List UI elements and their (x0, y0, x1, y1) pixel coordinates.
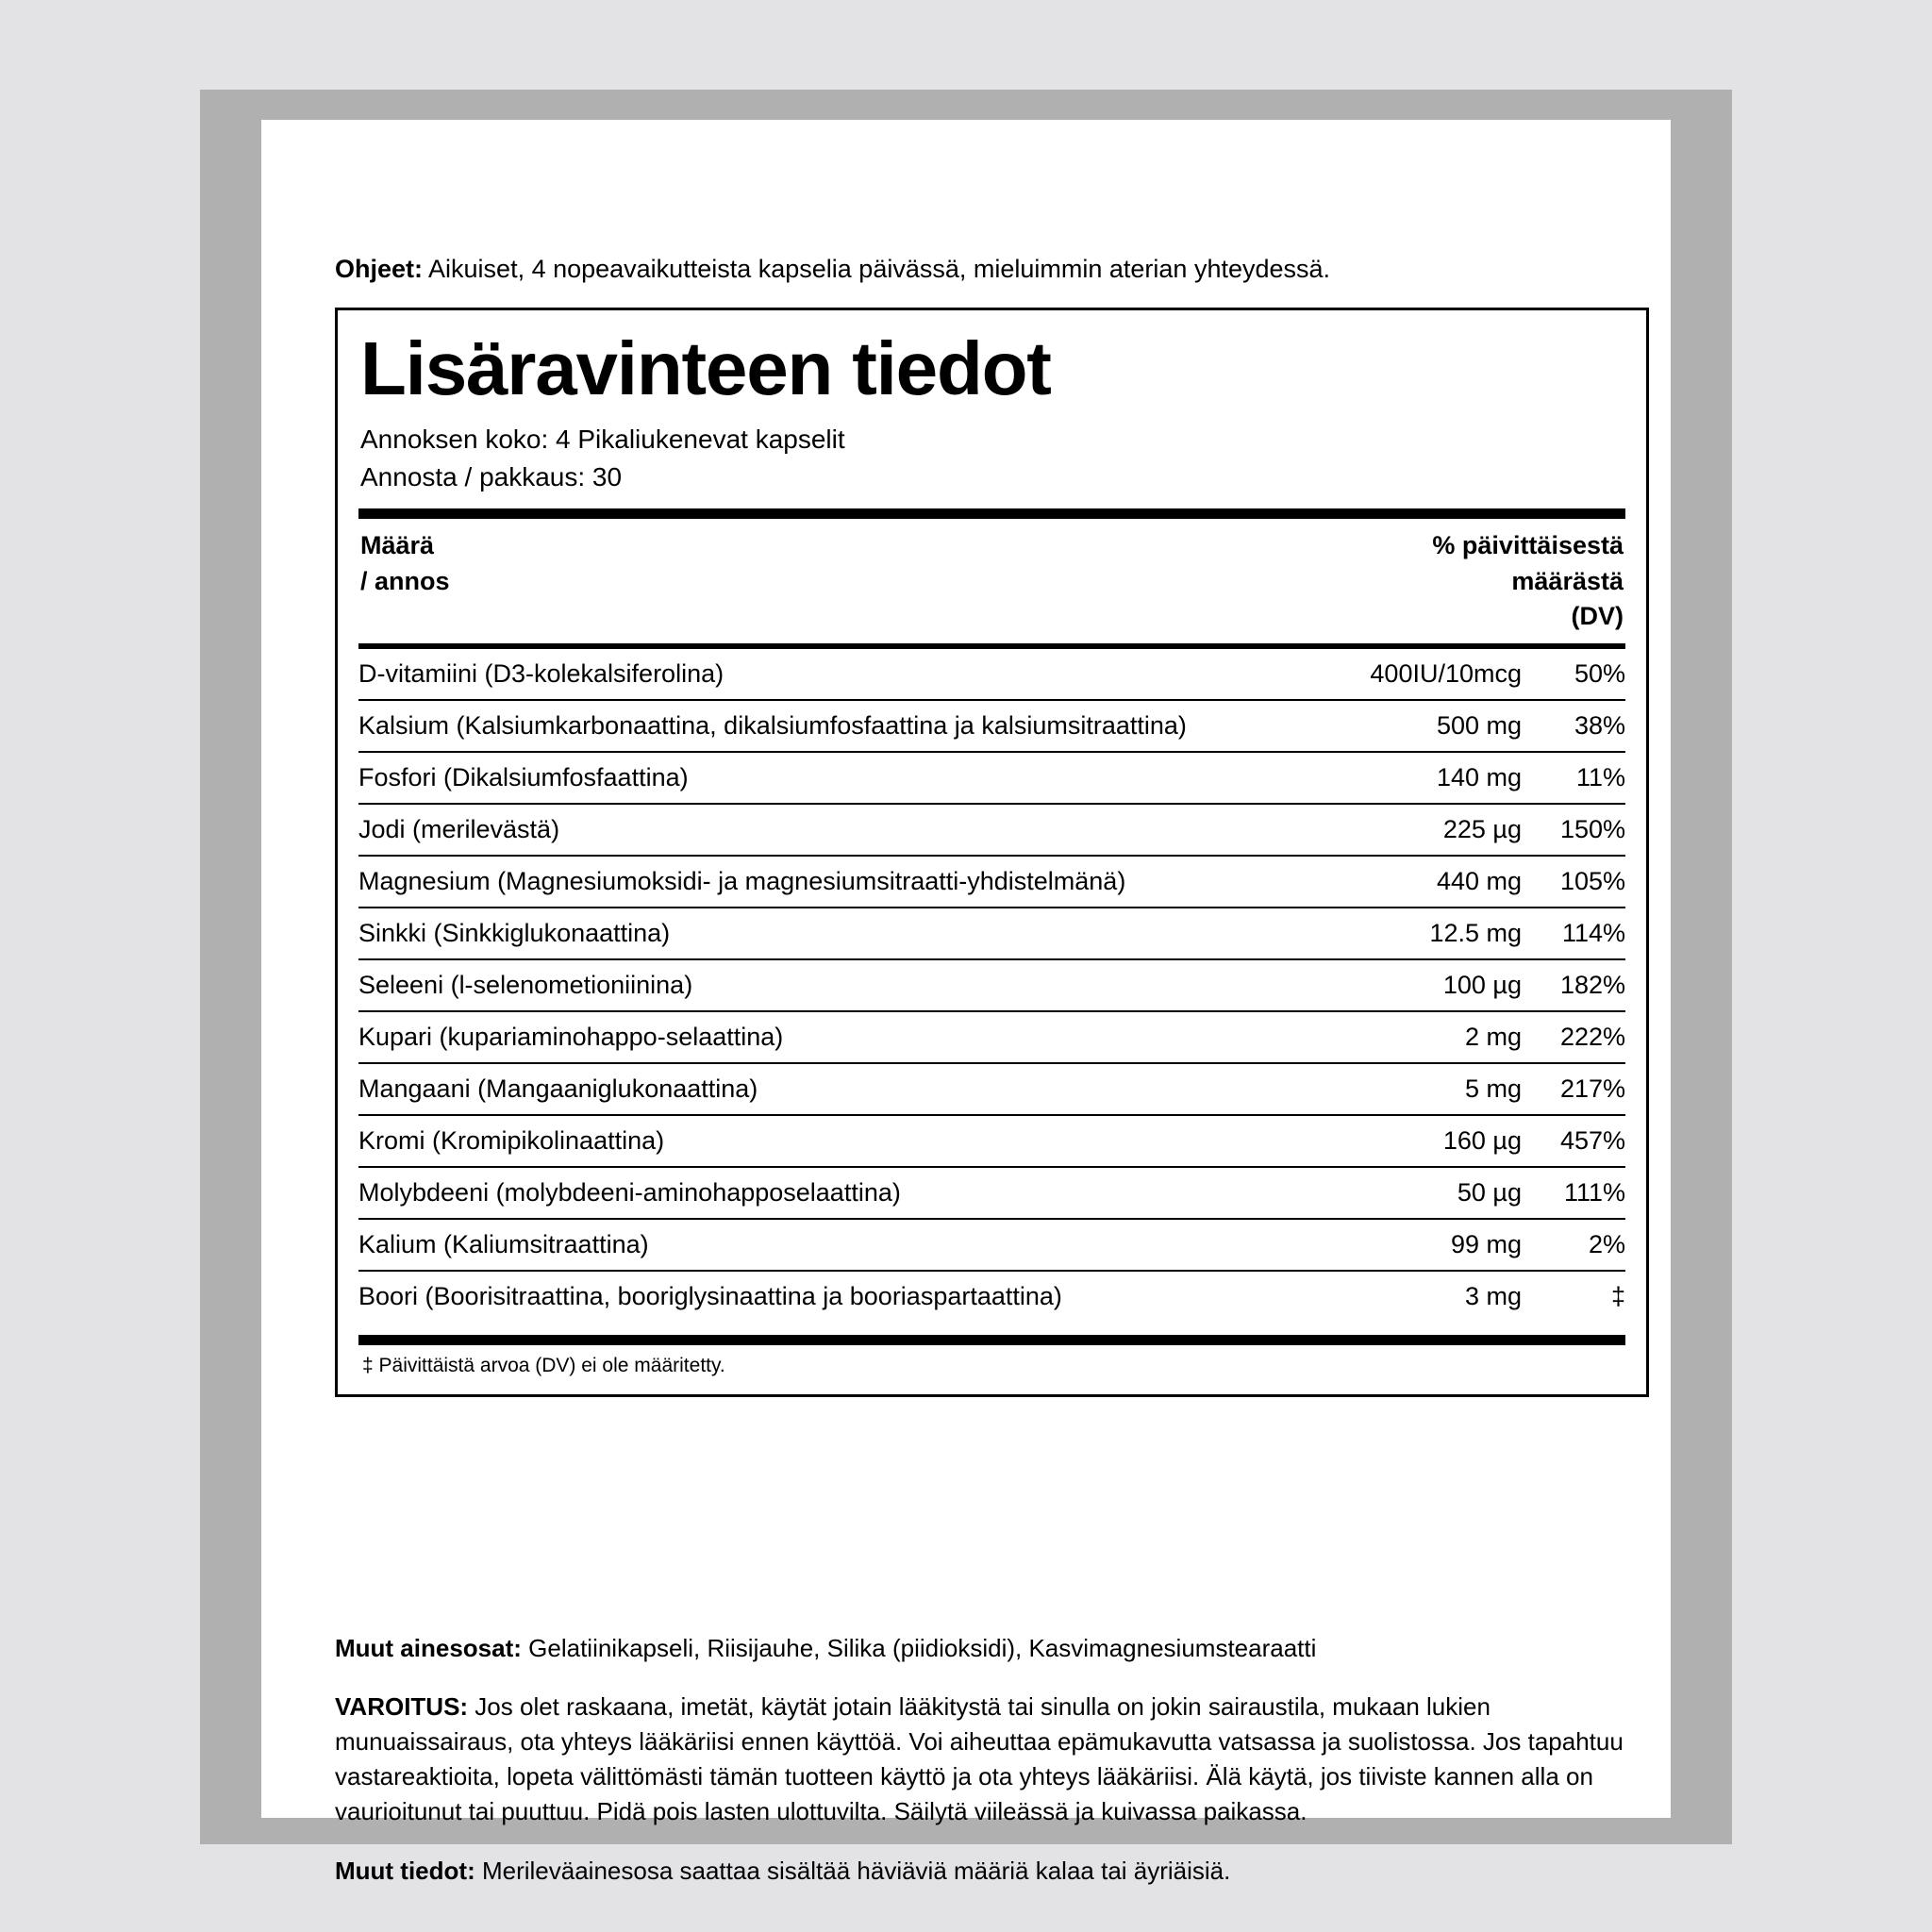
nutrient-amount: 5 mg (1324, 1063, 1522, 1115)
divider-thick-top (358, 508, 1625, 519)
nutrient-amount: 160 µg (1324, 1115, 1522, 1167)
nutrients-table-body (358, 649, 1625, 1322)
label-outer-frame (200, 90, 1732, 1886)
nutrient-dv: 222% (1522, 1011, 1625, 1063)
nutrient-name: Boori (Boorisitraattina, booriglysinaattina ja booriaspartaattina) (358, 1282, 1062, 1311)
nutrient-name: Fosfori (Dikalsiumfosfaattina) (358, 752, 1324, 804)
table-row (358, 856, 1625, 908)
amount-column-header (360, 528, 450, 599)
nutrient-dv: 38% (1522, 700, 1625, 752)
supplement-facts-box (335, 308, 1649, 1397)
nutrient-amount: 400IU/10mcg (1324, 649, 1522, 700)
nutrient-amount: 440 mg (1324, 856, 1522, 908)
supplement-facts-title: Lisäravinteen tiedot (360, 326, 1051, 410)
table-row (358, 752, 1625, 804)
nutrient-dv: 111% (1522, 1167, 1625, 1219)
other-ingredients (335, 1631, 1656, 1665)
label-footer-text (335, 1631, 1656, 1888)
nutrient-dv: 50% (1522, 649, 1625, 700)
nutrient-amount: 12.5 mg (1324, 908, 1522, 959)
nutrient-amount: 50 µg (1324, 1167, 1522, 1219)
other-info-block (335, 1854, 1656, 1888)
table-row (358, 1011, 1625, 1063)
table-row (358, 1115, 1625, 1167)
nutrient-name: Kalium (Kaliumsitraattina) (358, 1219, 1324, 1271)
nutrient-name: Kalsium (Kalsiumkarbonaattina, dikalsiumfosfaattina ja kalsiumsitraattina) (358, 700, 1324, 752)
divider-thick-bottom (358, 1335, 1625, 1345)
table-row (358, 908, 1625, 959)
nutrient-dv: 150% (1522, 804, 1625, 856)
nutrient-amount: 500 mg (1324, 700, 1522, 752)
dv-header-line1: % päivittäisestä (1432, 531, 1624, 560)
nutrient-amount: 2 mg (1324, 1011, 1522, 1063)
warning-block (335, 1690, 1656, 1829)
nutrient-dv: 11% (1522, 752, 1625, 804)
other-ingredients-text: Gelatiinikapseli, Riisijauhe, Silika (piidioksidi), Kasvimagnesiumstearaatti (521, 1634, 1317, 1662)
nutrient-dv: 2% (1522, 1219, 1625, 1271)
nutrient-amount: 99 mg (1324, 1219, 1522, 1271)
dv-footnote: ‡ Päivittäistä arvoa (DV) ei ole määritetty. (362, 1355, 725, 1377)
nutrient-name: Jodi (merilevästä) (358, 804, 1324, 856)
other-ingredients-label: Muut ainesosat: (335, 1634, 522, 1662)
nutrient-dv: 457% (1522, 1115, 1625, 1167)
nutrient-dv: 105% (1522, 856, 1625, 908)
table-row (358, 959, 1625, 1011)
nutrient-dv: 114% (1522, 908, 1625, 959)
dv-header-line2: määrästä (1511, 566, 1624, 595)
other-info-label: Muut tiedot: (335, 1857, 475, 1886)
nutrient-name: Kupari (kupariaminohappo-selaattina) (358, 1011, 1324, 1063)
nutrient-name: Kromi (Kromipikolinaattina) (358, 1115, 1324, 1167)
nutrient-dv: ‡ (1610, 1282, 1625, 1311)
directions-line (335, 252, 1618, 286)
directions-label: Ohjeet: (335, 255, 424, 283)
servings-per-container: Annosta / pakkaus: 30 (360, 461, 623, 491)
nutrient-name: Molybdeeni (molybdeeni-aminohapposelaattina) (358, 1167, 1324, 1219)
nutrient-name: D-vitamiini (D3-kolekalsiferolina) (358, 649, 1324, 700)
other-info-text: Merileväainesosa saattaa sisältää häviäviä määriä kalaa tai äyriäisiä. (475, 1857, 1231, 1886)
amount-header-line2: / annos (360, 566, 450, 595)
nutrient-amount: 3 mg (1464, 1282, 1522, 1311)
dv-column-header (1432, 528, 1624, 634)
nutrient-name: Sinkki (Sinkkiglukonaattina) (358, 908, 1324, 959)
nutrient-name: Mangaani (Mangaaniglukonaattina) (358, 1063, 1324, 1115)
table-row (358, 1271, 1625, 1322)
serving-size: Annoksen koko: 4 Pikaliukenevat kapselit (360, 424, 845, 454)
table-row (358, 804, 1625, 856)
table-row (358, 1219, 1625, 1271)
warning-text: Jos olet raskaana, imetät, käytät jotain lääkitystä tai sinulla on jokin sairaustila, mukaan lukien munuaissairaus, ota yhteys lääkäriisi ennen käyttöä. Voi aiheuttaa epämukavutta vatsassa ja suolistossa. Jos tapahtuu vastareaktioita, lopeta välittömästi tämän tuotteen käyttö ja ota yhteys lääkäriisi. Älä käytä, jos tiiviste kannen alla on vaurioitunut tai puuttuu. Pidä pois lasten ulottuvilta. Säilytä viileässä ja kuivassa paikassa. (335, 1692, 1624, 1826)
table-row (358, 649, 1625, 700)
nutrient-name: Seleeni (l-selenometioniinina) (358, 959, 1324, 1011)
table-row (358, 700, 1625, 752)
directions-text: Aikuiset, 4 nopeavaikutteista kapselia päivässä, mieluimmin aterian yhteydessä. (423, 255, 1331, 283)
table-column-headers (358, 519, 1625, 643)
supplement-label-panel (261, 120, 1671, 1886)
nutrient-amount: 100 µg (1324, 959, 1522, 1011)
table-row (358, 1063, 1625, 1115)
warning-label: VAROITUS: (335, 1692, 469, 1722)
nutrient-amount: 140 mg (1324, 752, 1522, 804)
nutrient-dv: 182% (1522, 959, 1625, 1011)
dv-header-line3: (DV) (1571, 601, 1624, 630)
nutrient-amount: 225 µg (1324, 804, 1522, 856)
amount-header-line1: Määrä (360, 531, 435, 560)
nutrient-dv: 217% (1522, 1063, 1625, 1115)
table-row (358, 1167, 1625, 1219)
nutrient-name: Magnesium (Magnesiumoksidi- ja magnesiumsitraatti-yhdistelmänä) (358, 856, 1324, 908)
nutrients-table (358, 649, 1625, 1322)
